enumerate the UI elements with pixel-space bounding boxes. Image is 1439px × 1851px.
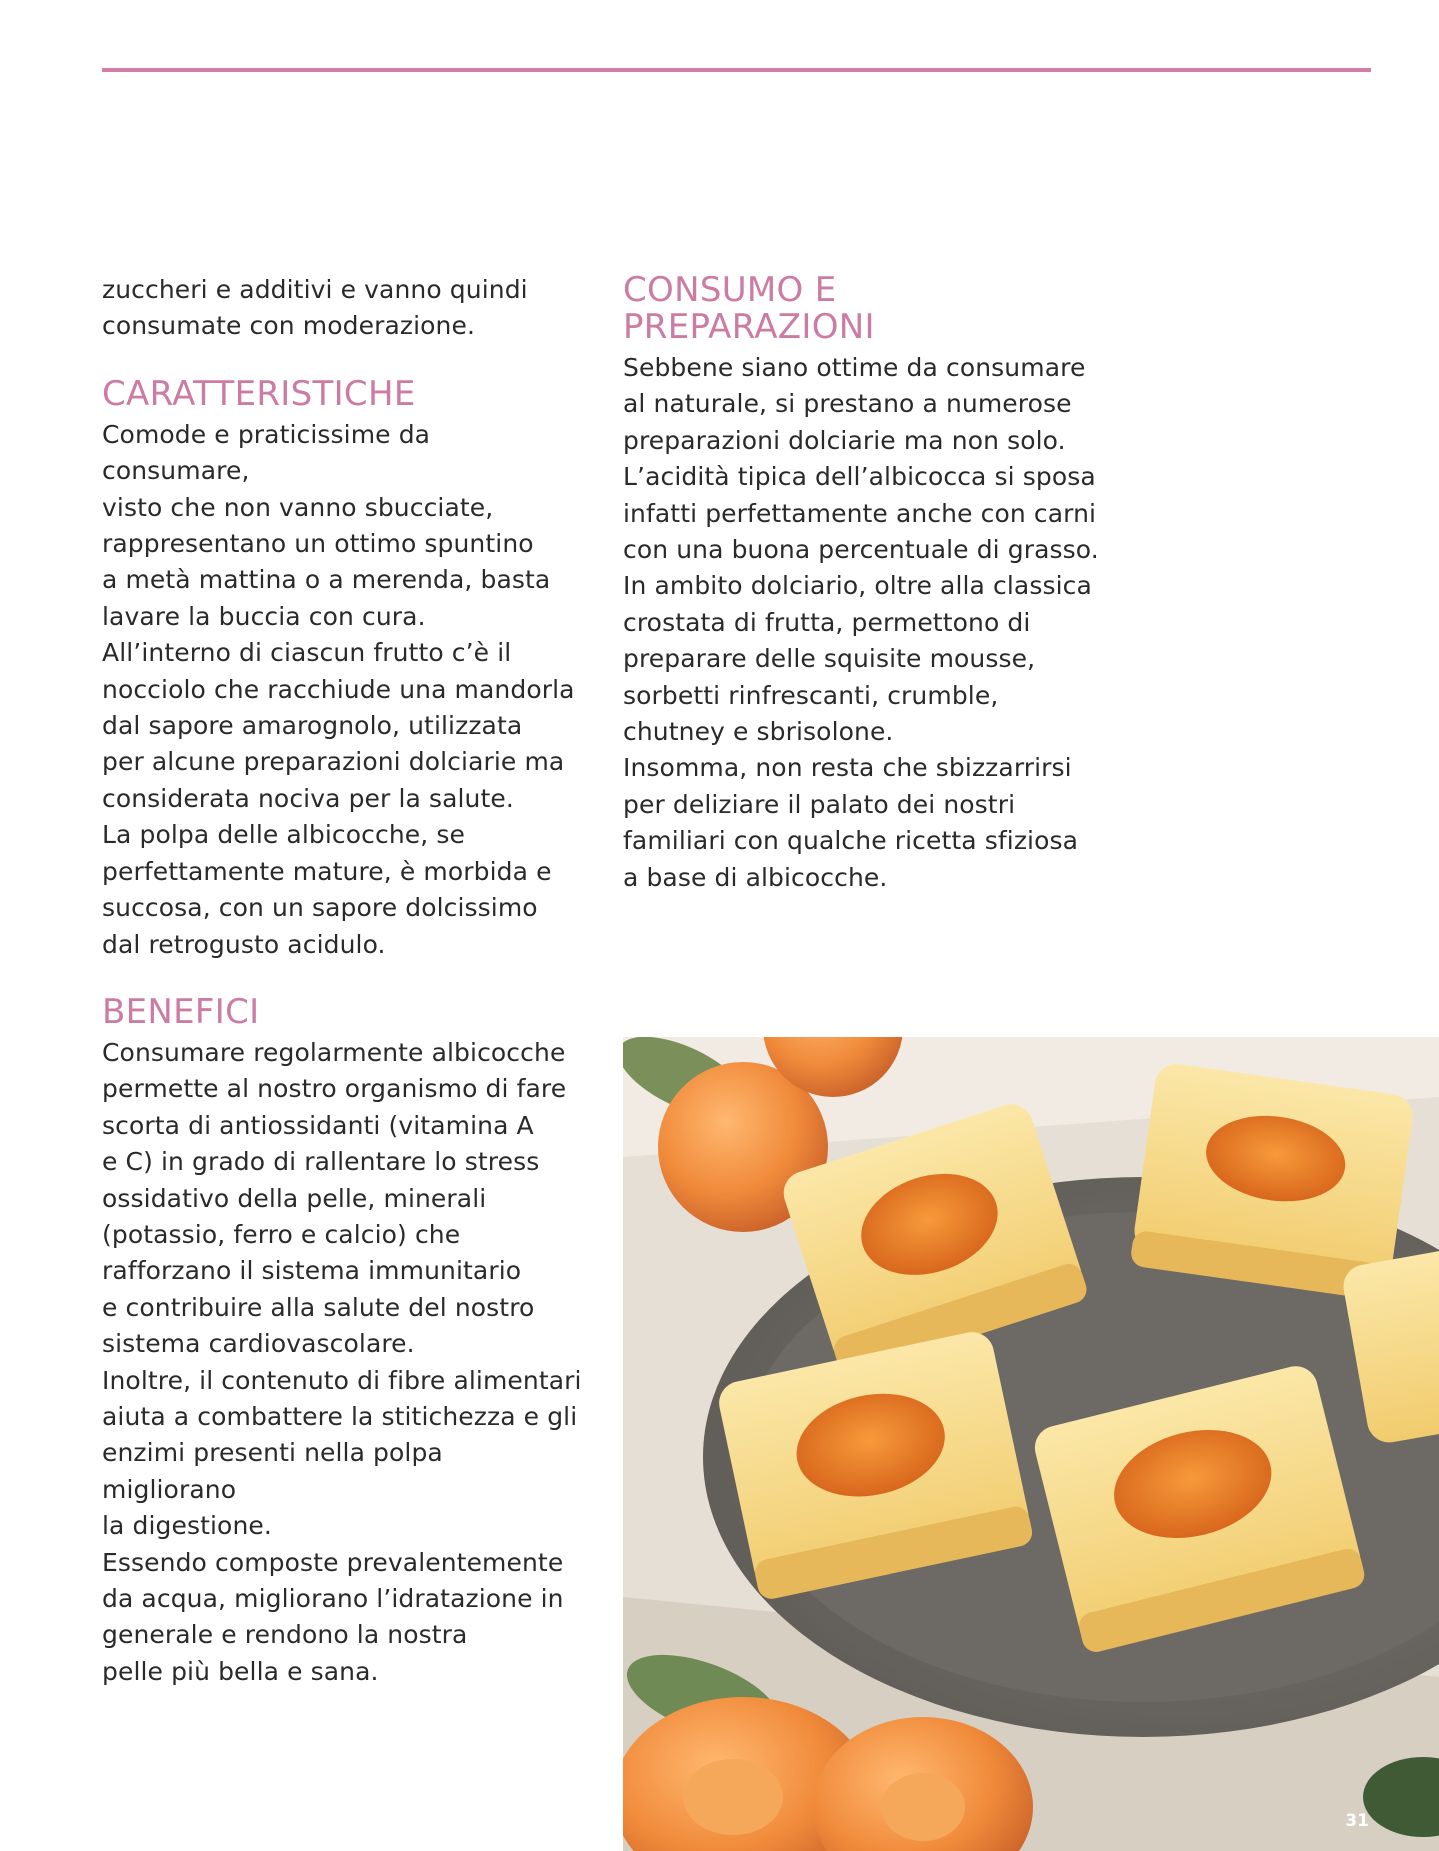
- left-column: [102, 272, 582, 1690]
- benefici-heading: BENEFICI: [102, 991, 260, 1032]
- intro-paragraph: zuccheri e additivi e vanno quindi consumate con moderazione.: [102, 275, 528, 341]
- consumo-body: Sebbene siano ottime da consumare al naturale, si prestano a numerose preparazioni dolciarie ma non solo. L’acidità tipica dell’albicocca si sposa infatti perfettamente anche con carni con una buona percentuale di grasso. In ambito dolciario, oltre alla classica crostata di frutta, permettono di preparare delle squisite mousse, sorbetti rinfrescanti, crumble, chutney e sbrisolone. Insomma, non resta che sbizzarrirsi per deliziare il palato dei nostri familiari con qualche ricetta sfiziosa a base di albicocche.: [623, 353, 1099, 892]
- page-number: 31: [1345, 1811, 1369, 1831]
- caratteristiche-body: Comode e praticissime da consumare, visto che non vanno sbucciate, rappresentano un ottimo spuntino a metà mattina o a merenda, basta lavare la buccia con cura. All’interno di ciascun frutto c’è il nocciolo che racchiude una mandorla dal sapore amarognolo, utilizzata per alcune preparazioni dolciarie ma considerata nociva per la salute. La polpa delle albicocche, se perfettamente mature, è morbida e succosa, con un sapore dolcissimo dal retrogusto acidulo.: [102, 419, 575, 959]
- caratteristiche-heading: CARATTERISTICHE: [102, 373, 416, 414]
- benefici-body: Consumare regolarmente albicocche permette al nostro organismo di fare scorta di antiossidanti (vitamina A e C) in grado di rallentare lo stress ossidativo della pelle, minerali (potassio, ferro e calcio) che rafforzano il sistema immunitario e contribuire alla salute del nostro sistema cardiovascolare. Inoltre, il contenuto di fibre alimentari aiuta a combattere la stitichezza e gli enzimi presenti nella polpa migliorano la digestione. Essendo composte prevalentemente da acqua, migliorano l’idratazione in generale e rendono la nostra pelle più bella e sana.: [102, 1037, 582, 1686]
- top-divider: [102, 68, 1371, 72]
- apricot-pastries-photo: [623, 1037, 1439, 1851]
- consumo-heading: CONSUMO E PREPARAZIONI: [623, 270, 875, 347]
- right-column: [623, 272, 1103, 896]
